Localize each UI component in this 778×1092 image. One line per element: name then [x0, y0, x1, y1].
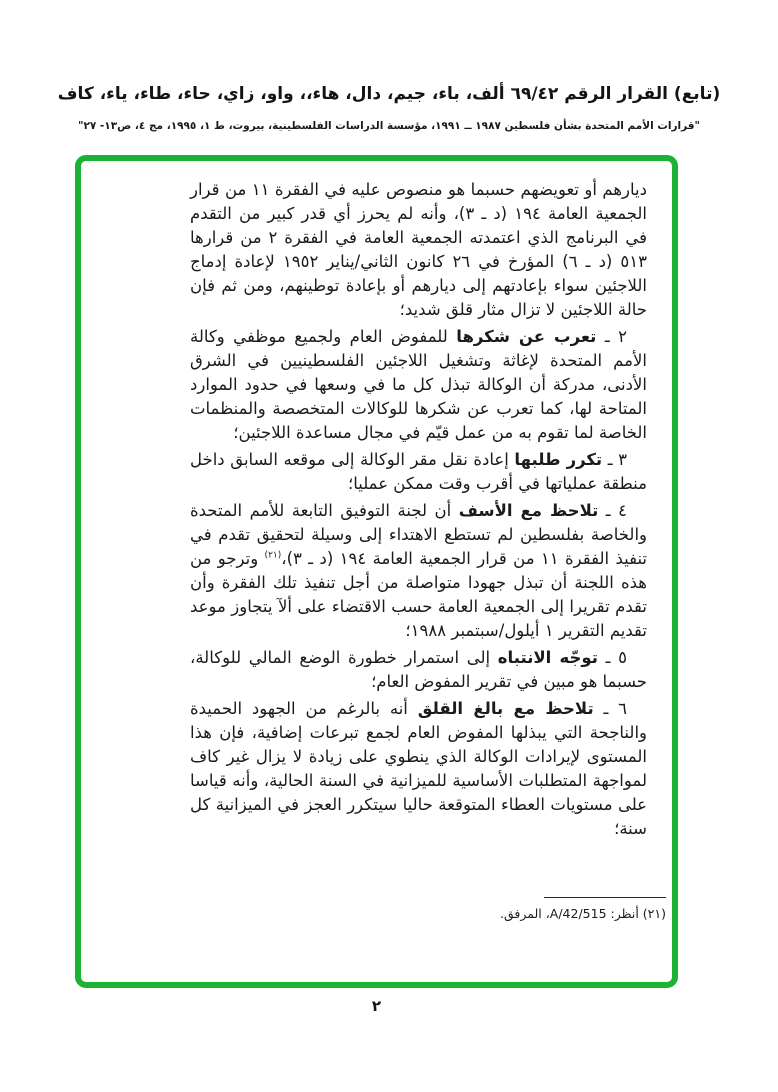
paragraph — [190, 325, 647, 445]
text-run: أنه بالرغم من الجهود الحميدة والناجحة التي يبذلها المفوض العام لجمع تبرعات إضافية، فإن هذا المستوى لإيرادات الوكالة الذي ينطوي على زيادة لا يزال غير كاف لمواجهة المتطلبات الأساسية للميزانية في السنة الحالية، وأنه قياسا على مستويات العطاء المتوقعة حاليا سيتكرر العجز في الميزانية كل سنة؛ — [190, 699, 647, 838]
text-run: إعادة نقل مقر الوكالة إلى موقعه السابق داخل منطقة عملياتها في أقرب وقت ممكن عمليا؛ — [190, 450, 647, 493]
paragraph — [190, 697, 647, 841]
footnote-block — [426, 897, 666, 922]
footnote-ref: (٢١) — [264, 550, 282, 561]
text-run: وترجو من هذه اللجنة أن تبذل جهودا متواصلة من أجل تنفيذ تلك الفقرة وأن تقدم تقريرا إلى الجمعية العامة حسب الاقتضاء على ألآ يتجاوز موعد تقديم التقرير ١ أيلول/سبتمبر ١٩٨٨؛ — [190, 549, 647, 640]
text-run: أن لجنة التوفيق التابعة للأمم المتحدة والخاصة بفلسطين لم تستطع الاهتداء إلى وسيلة لتحقيق تقدم في تنفيذ الفقرة ١١ من قرار الجمعية العامة ١٩٤ (د ـ ٣)، — [190, 501, 648, 568]
text-run: إلى استمرار خطورة الوضع المالي للوكالة، حسبما هو مبين في تقرير المفوض العام؛ — [190, 648, 647, 691]
resolution-title: (تابع) القرار الرقم ٦٩/٤٢ ألف، باء، جيم، دال، هاء،، واو، زاي، حاء، طاء، ياء، كاف — [57, 84, 721, 104]
text-run: للمفوض العام ولجميع موظفي وكالة الأمم المتحدة لإغاثة وتشغيل اللاجئين الفلسطينيين في الشرق الأدنى، مدركة أن الوكالة تبذل كل ما في وسعها في حدود الموارد المتاحة لها، كما تعرب عن شكرها للوكالات المتخصصة والمنظمات الخاصة لما تقوم به من عمل قيّم في مجال مساعدة اللاجئين؛ — [190, 327, 647, 442]
paragraph — [190, 178, 647, 322]
operative-phrase: تعرب عن شكرها — [456, 327, 597, 346]
paragraph — [190, 448, 647, 496]
footnote-text: (٢١) أنظر: A/42/515، المرفق. — [499, 906, 666, 921]
text-run: ٤ ـ — [598, 501, 627, 520]
body-paragraphs — [190, 178, 647, 844]
text-run: ٢ ـ — [596, 327, 628, 346]
operative-phrase: تلاحظ مع الأسف — [458, 501, 599, 520]
text-run: ديارهم أو تعويضهم حسبما هو منصوص عليه في الفقرة ١١ من قرار الجمعية العامة ١٩٤ (د ـ ٣)، وأنه لم يحرز أي قدر كبير من التقدم في البرنامج الذي اعتمدته الجمعية العامة في الفقرة ٢ من قرارها ٥١٣ (د ـ ٦) المؤرخ في ٢٦ كانون الثاني/يناير ١٩٥٢ لإعادة إدماج اللاجئين سواء بإعادتهم إلى ديارهم أو بإعادة توطينهم، ومن ثم فإن حالة اللاجئين لا تزال مثار قلق شديد؛ — [190, 180, 648, 319]
text-run: ٦ ـ — [593, 699, 627, 718]
footnote-divider — [544, 897, 666, 898]
page-number: ٢ — [371, 997, 382, 1015]
text-run: ٥ ـ — [597, 648, 627, 667]
operative-phrase: تلاحظ مع بالغ القلق — [417, 699, 594, 718]
operative-phrase: تكرر طلبها — [514, 450, 603, 469]
operative-phrase: توجّه الانتباه — [497, 648, 598, 667]
text-run: ٣ ـ — [602, 450, 627, 469]
paragraph — [190, 499, 647, 643]
source-citation: "قرارات الأمم المتحدة بشأن فلسطين ١٩٨٧ ــ ١٩٩١، مؤسسة الدراسات الفلسطينية، بيروت، ط ١، ١٩٩٥، مج ٤، ص١٣- ٢٧" — [77, 120, 701, 132]
paragraph — [190, 646, 647, 694]
